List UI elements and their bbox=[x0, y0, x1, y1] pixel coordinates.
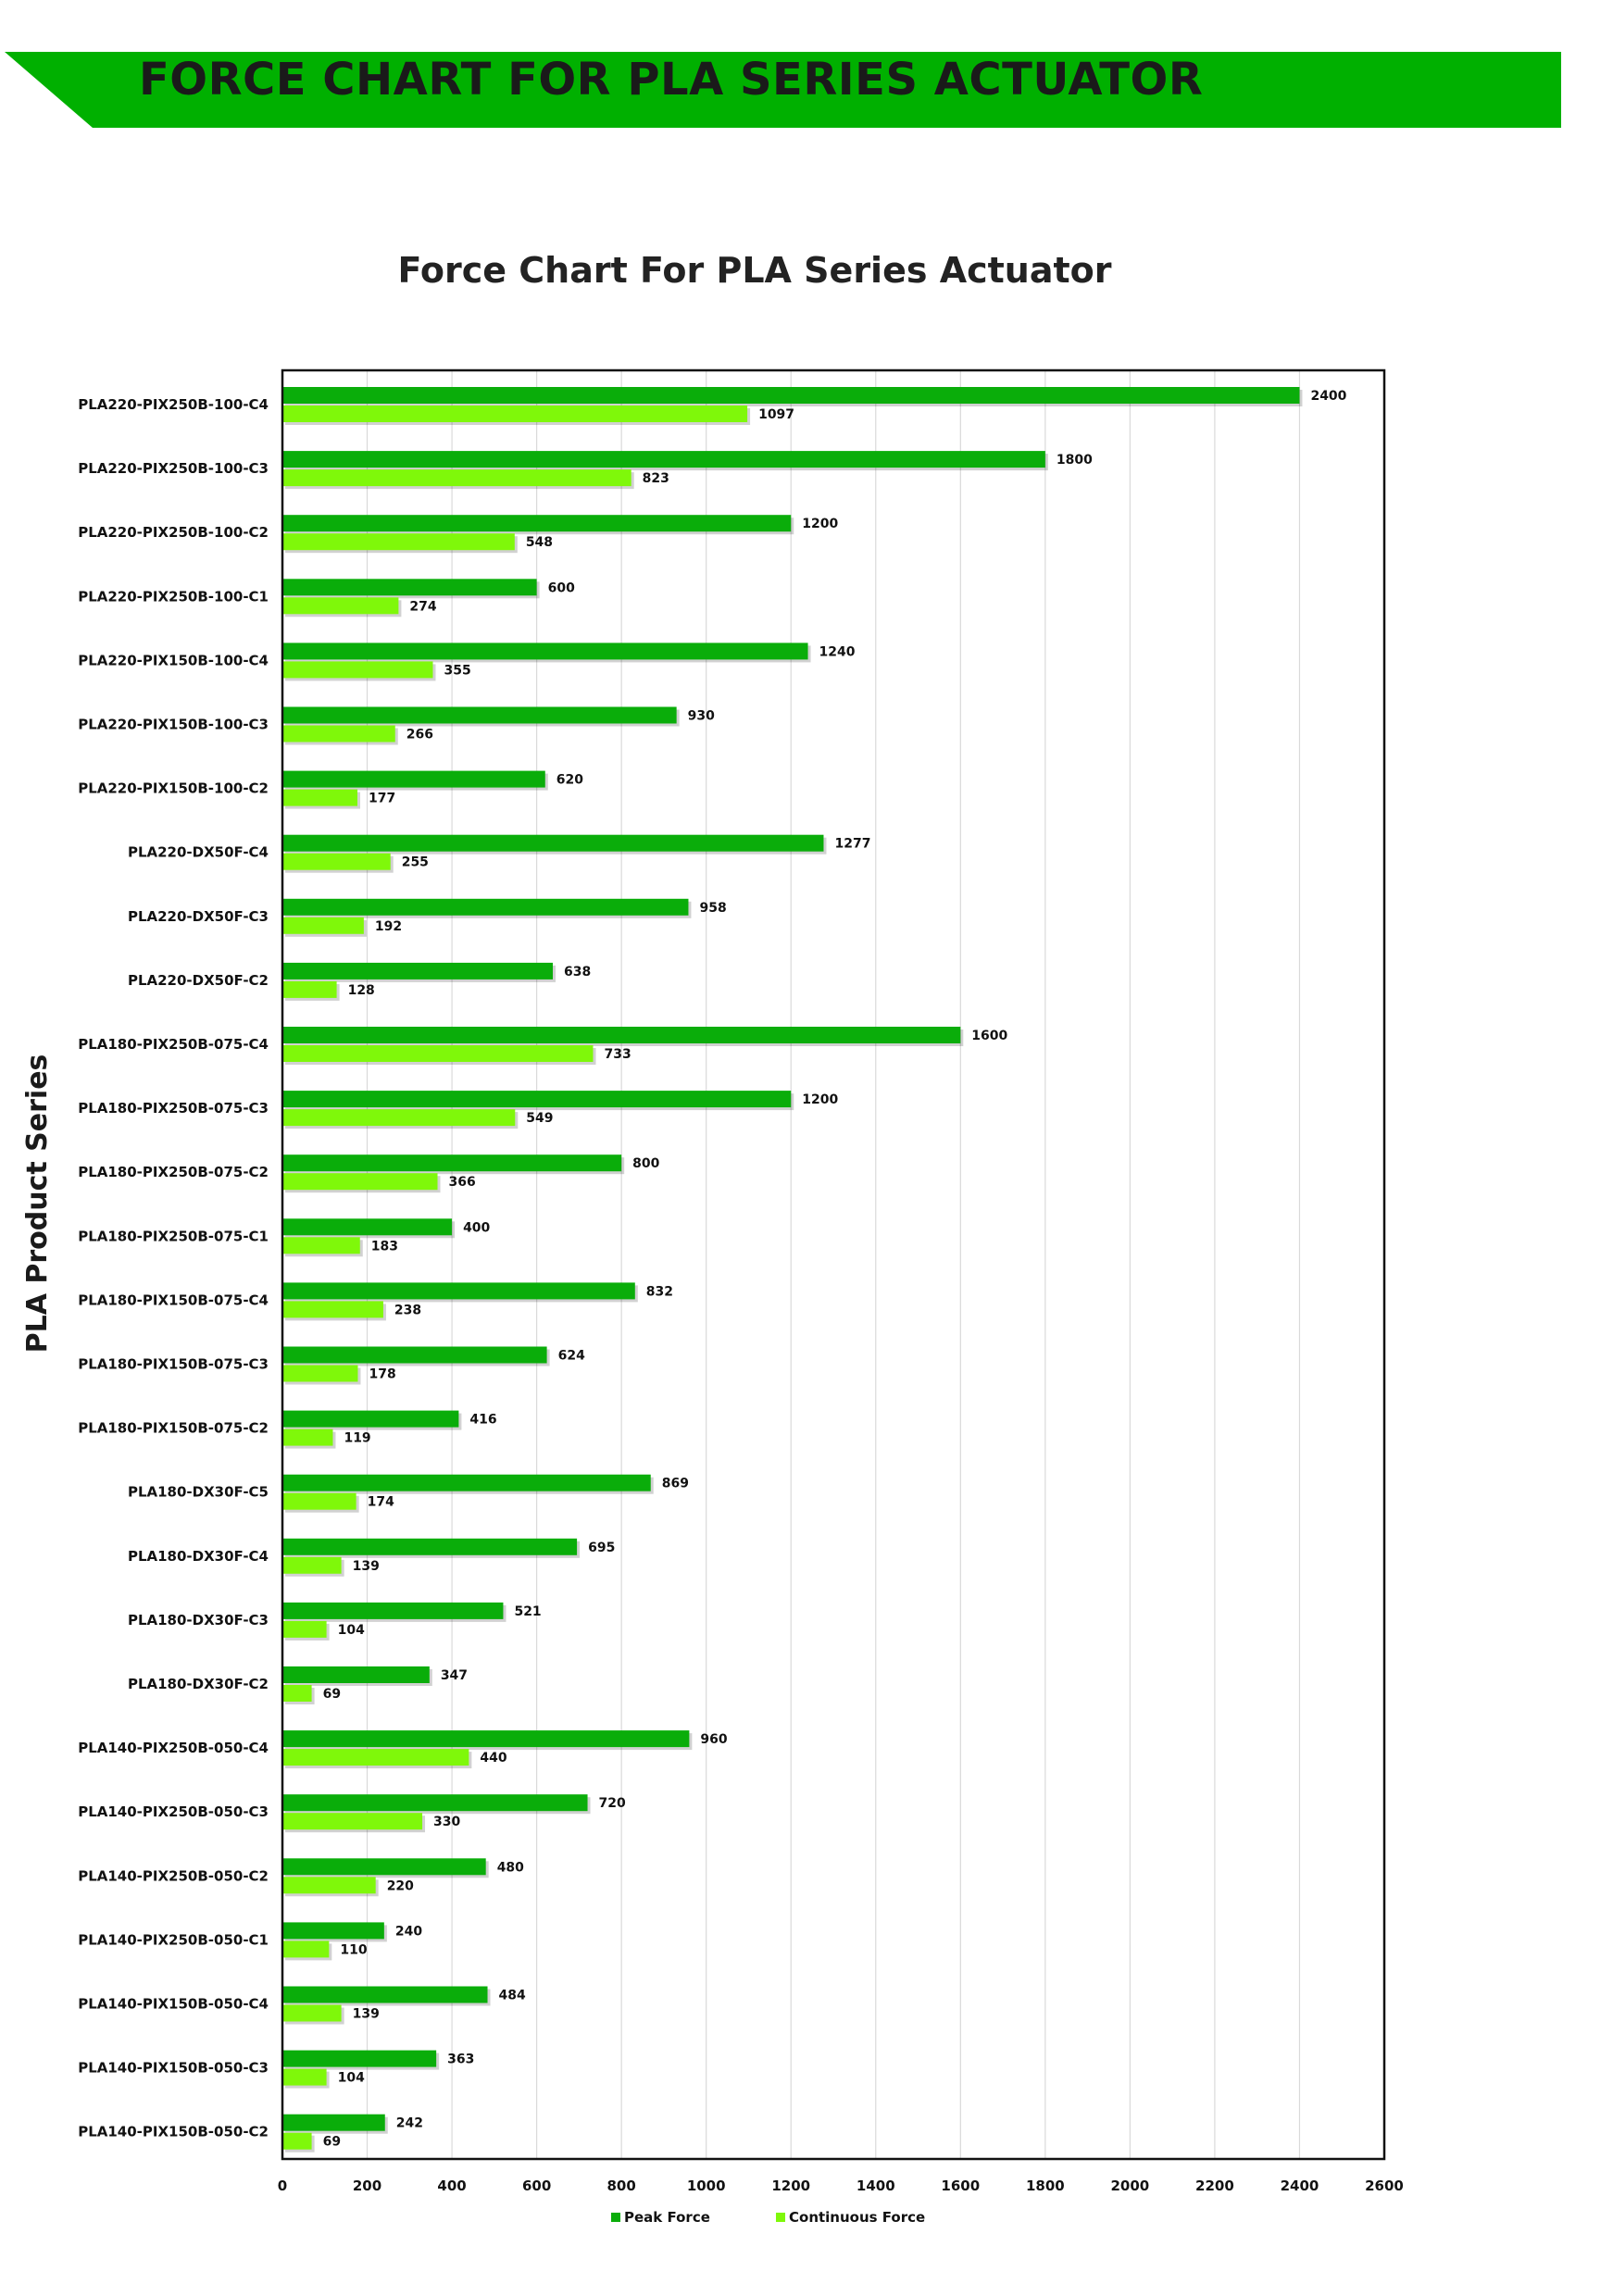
continuous-force-label: 440 bbox=[480, 1751, 507, 1766]
continuous-force-bar bbox=[282, 1621, 327, 1638]
legend-peak-swatch bbox=[611, 2213, 620, 2222]
continuous-force-bar bbox=[282, 2133, 312, 2150]
grid-lines bbox=[368, 370, 1300, 2159]
continuous-force-label: 733 bbox=[604, 1047, 631, 1062]
category-label: PLA140-PIX150B-050-C3 bbox=[78, 2059, 269, 2077]
continuous-force-bar bbox=[282, 661, 432, 678]
peak-force-bar bbox=[282, 771, 545, 788]
peak-force-label: 600 bbox=[547, 580, 575, 596]
continuous-force-bar bbox=[282, 1940, 329, 1957]
peak-force-label: 638 bbox=[564, 964, 592, 980]
category-label: PLA220-PIX150B-100-C4 bbox=[78, 652, 269, 669]
category-label: PLA180-PIX250B-075-C3 bbox=[78, 1100, 269, 1117]
peak-force-bar bbox=[282, 451, 1045, 468]
category-label: PLA180-DX30F-C4 bbox=[127, 1547, 269, 1565]
continuous-force-label: 69 bbox=[322, 1687, 342, 1702]
continuous-force-label: 110 bbox=[340, 1942, 368, 1958]
category-label: PLA220-PIX250B-100-C4 bbox=[78, 396, 269, 413]
continuous-force-label: 139 bbox=[352, 1558, 380, 1574]
category-label: PLA180-DX30F-C2 bbox=[127, 1676, 269, 1692]
banner-title: FORCE CHART FOR PLA SERIES ACTUATOR bbox=[139, 54, 1204, 106]
peak-force-bar bbox=[282, 1603, 503, 1619]
continuous-force-bar bbox=[282, 981, 337, 998]
category-label: PLA220-PIX150B-100-C3 bbox=[78, 716, 269, 733]
category-label: PLA140-PIX250B-050-C3 bbox=[78, 1803, 269, 1821]
continuous-force-bar bbox=[282, 1749, 469, 1766]
peak-force-bar bbox=[282, 387, 1299, 404]
x-tick-label: 2400 bbox=[1280, 2177, 1319, 2194]
continuous-force-label: 104 bbox=[337, 2070, 365, 2086]
category-labels bbox=[78, 396, 269, 2140]
continuous-force-bar bbox=[282, 1366, 357, 1382]
continuous-force-label: 104 bbox=[337, 1622, 365, 1638]
continuous-force-label: 177 bbox=[369, 791, 396, 806]
legend-continuous-label: Continuous Force bbox=[789, 2209, 926, 2226]
peak-force-bar bbox=[282, 899, 688, 916]
x-tick-label: 200 bbox=[352, 2177, 382, 2194]
peak-force-bar bbox=[282, 515, 791, 531]
peak-force-bar bbox=[282, 707, 677, 724]
peak-force-bar bbox=[282, 1475, 651, 1491]
continuous-force-label: 69 bbox=[322, 2134, 342, 2150]
continuous-force-bar bbox=[282, 1493, 356, 1510]
x-tick-label: 2000 bbox=[1110, 2177, 1150, 2194]
continuous-force-label: 266 bbox=[406, 727, 433, 742]
continuous-force-bar bbox=[282, 1301, 383, 1317]
continuous-force-bar bbox=[282, 2069, 327, 2086]
peak-force-label: 2400 bbox=[1310, 389, 1347, 404]
peak-force-label: 1600 bbox=[971, 1029, 1008, 1043]
peak-force-label: 930 bbox=[687, 708, 715, 724]
category-label: PLA220-PIX150B-100-C2 bbox=[78, 780, 269, 797]
category-label: PLA220-DX50F-C4 bbox=[127, 843, 269, 861]
category-label: PLA140-PIX250B-050-C2 bbox=[78, 1867, 269, 1885]
peak-force-label: 484 bbox=[498, 1988, 526, 2003]
category-label: PLA140-PIX250B-050-C4 bbox=[78, 1740, 269, 1757]
continuous-force-label: 178 bbox=[369, 1366, 396, 1382]
continuous-force-bar bbox=[282, 533, 515, 550]
plot-frame bbox=[282, 370, 1384, 2159]
peak-force-label: 832 bbox=[645, 1284, 674, 1300]
peak-force-label: 400 bbox=[463, 1220, 491, 1236]
peak-force-bar bbox=[282, 1539, 577, 1555]
category-label: PLA140-PIX250B-050-C1 bbox=[78, 1931, 269, 1949]
peak-force-label: 240 bbox=[394, 1924, 423, 1940]
legend-continuous-swatch bbox=[776, 2213, 785, 2222]
continuous-force-label: 128 bbox=[347, 982, 375, 998]
category-label: PLA180-PIX150B-075-C4 bbox=[78, 1292, 269, 1309]
continuous-force-bar bbox=[282, 1813, 422, 1829]
category-label: PLA220-PIX250B-100-C3 bbox=[78, 460, 269, 478]
peak-force-label: 416 bbox=[469, 1412, 497, 1428]
continuous-force-label: 548 bbox=[525, 535, 554, 551]
continuous-force-label: 366 bbox=[448, 1175, 476, 1191]
peak-force-label: 1800 bbox=[1056, 453, 1093, 468]
peak-force-bar bbox=[282, 1091, 791, 1107]
peak-force-label: 1240 bbox=[819, 644, 856, 660]
peak-force-bar bbox=[282, 1922, 384, 1939]
peak-force-label: 720 bbox=[598, 1796, 626, 1812]
continuous-force-bar bbox=[282, 469, 631, 486]
peak-force-label: 363 bbox=[447, 2052, 475, 2067]
peak-force-bar bbox=[282, 643, 808, 659]
peak-force-bar bbox=[282, 835, 823, 852]
continuous-force-bar bbox=[282, 406, 747, 422]
category-label: PLA220-DX50F-C2 bbox=[127, 971, 269, 989]
peak-force-bar bbox=[282, 1282, 635, 1299]
peak-force-label: 695 bbox=[588, 1540, 616, 1555]
continuous-force-label: 119 bbox=[344, 1430, 371, 1446]
continuous-force-bar bbox=[282, 1685, 312, 1702]
category-label: PLA180-DX30F-C5 bbox=[127, 1483, 269, 1501]
continuous-force-bar bbox=[282, 917, 364, 934]
peak-force-label: 958 bbox=[699, 900, 727, 916]
peak-force-bar bbox=[282, 963, 553, 980]
continuous-force-bar bbox=[282, 597, 398, 614]
peak-force-bar bbox=[282, 1730, 689, 1747]
peak-force-label: 960 bbox=[700, 1732, 728, 1748]
continuous-force-bar bbox=[282, 1557, 342, 1574]
peak-force-label: 1200 bbox=[802, 517, 839, 532]
peak-force-label: 1200 bbox=[802, 1092, 839, 1108]
category-label: PLA140-PIX150B-050-C4 bbox=[78, 1995, 269, 2013]
x-tick-label: 1200 bbox=[771, 2177, 811, 2194]
continuous-force-label: 355 bbox=[444, 663, 471, 679]
peak-force-bar bbox=[282, 1154, 621, 1171]
continuous-force-label: 139 bbox=[352, 2006, 380, 2022]
continuous-force-label: 183 bbox=[370, 1239, 398, 1254]
continuous-force-label: 174 bbox=[367, 1494, 394, 1510]
peak-force-label: 1277 bbox=[834, 836, 871, 852]
continuous-force-label: 274 bbox=[409, 599, 437, 615]
x-tick-label: 1800 bbox=[1025, 2177, 1065, 2194]
continuous-force-bar bbox=[282, 1429, 332, 1446]
x-tick-label: 400 bbox=[437, 2177, 467, 2194]
legend bbox=[611, 2209, 925, 2226]
x-tick-label: 2200 bbox=[1195, 2177, 1234, 2194]
peak-force-bar bbox=[282, 1347, 547, 1364]
continuous-force-bar bbox=[282, 1109, 515, 1126]
peak-force-label: 800 bbox=[632, 1156, 660, 1172]
peak-force-bar bbox=[282, 1218, 452, 1235]
continuous-force-label: 823 bbox=[642, 471, 669, 487]
x-tick-label: 2600 bbox=[1365, 2177, 1404, 2194]
category-label: PLA180-DX30F-C3 bbox=[127, 1611, 269, 1628]
peak-force-label: 242 bbox=[395, 2115, 423, 2131]
category-label: PLA140-PIX150B-050-C2 bbox=[78, 2123, 269, 2140]
continuous-force-bar bbox=[282, 854, 391, 870]
peak-force-bar bbox=[282, 1027, 960, 1043]
category-label: PLA180-PIX250B-075-C2 bbox=[78, 1164, 269, 1181]
legend-peak-label: Peak Force bbox=[624, 2209, 710, 2226]
continuous-force-label: 330 bbox=[433, 1815, 461, 1830]
category-label: PLA180-PIX150B-075-C3 bbox=[78, 1355, 269, 1373]
peak-force-bar bbox=[282, 1666, 430, 1683]
y-axis-label: PLA Product Series bbox=[21, 1054, 54, 1354]
x-tick-label: 600 bbox=[521, 2177, 552, 2194]
peak-force-bar bbox=[282, 1987, 488, 2003]
category-label: PLA180-PIX150B-075-C2 bbox=[78, 1419, 269, 1437]
peak-force-bar bbox=[282, 579, 537, 595]
peak-force-bar bbox=[282, 2051, 436, 2067]
peak-force-label: 869 bbox=[661, 1476, 689, 1491]
continuous-force-label: 220 bbox=[386, 1878, 414, 1894]
continuous-force-label: 255 bbox=[401, 855, 429, 870]
category-label: PLA220-PIX250B-100-C2 bbox=[78, 524, 269, 542]
continuous-force-bar bbox=[282, 790, 357, 806]
peak-force-bar bbox=[282, 2115, 385, 2131]
continuous-force-label: 1097 bbox=[758, 407, 795, 422]
x-tick-label: 1600 bbox=[941, 2177, 981, 2194]
continuous-force-label: 192 bbox=[374, 918, 403, 934]
continuous-force-bar bbox=[282, 1045, 593, 1062]
x-tick-label: 1000 bbox=[686, 2177, 726, 2194]
continuous-force-bar bbox=[282, 1877, 376, 1893]
x-tick-label: 0 bbox=[277, 2177, 288, 2194]
peak-force-bar bbox=[282, 1794, 588, 1811]
peak-force-label: 521 bbox=[514, 1603, 542, 1619]
peak-force-label: 620 bbox=[556, 772, 584, 788]
continuous-force-bar bbox=[282, 1173, 438, 1190]
x-tick-label: 1400 bbox=[856, 2177, 895, 2194]
peak-force-bar bbox=[282, 1411, 458, 1428]
continuous-force-label: 238 bbox=[394, 1303, 422, 1318]
category-label: PLA180-PIX250B-075-C4 bbox=[78, 1036, 269, 1053]
x-tick-label: 800 bbox=[606, 2177, 636, 2194]
peak-force-label: 347 bbox=[440, 1668, 469, 1683]
category-label: PLA220-PIX250B-100-C1 bbox=[78, 588, 269, 605]
peak-force-bar bbox=[282, 1858, 486, 1875]
continuous-force-bar bbox=[282, 2005, 342, 2022]
category-label: PLA220-DX50F-C3 bbox=[127, 907, 269, 925]
category-label: PLA180-PIX250B-075-C1 bbox=[78, 1228, 269, 1245]
x-tick-labels bbox=[278, 2177, 1404, 2194]
continuous-force-bar bbox=[282, 1237, 360, 1254]
continuous-force-label: 549 bbox=[526, 1111, 554, 1127]
chart-title: Force Chart For PLA Series Actuator bbox=[397, 250, 1112, 291]
peak-force-label: 624 bbox=[557, 1348, 585, 1364]
continuous-force-bar bbox=[282, 726, 395, 742]
peak-force-label: 480 bbox=[496, 1860, 524, 1876]
bars bbox=[282, 387, 1302, 2152]
